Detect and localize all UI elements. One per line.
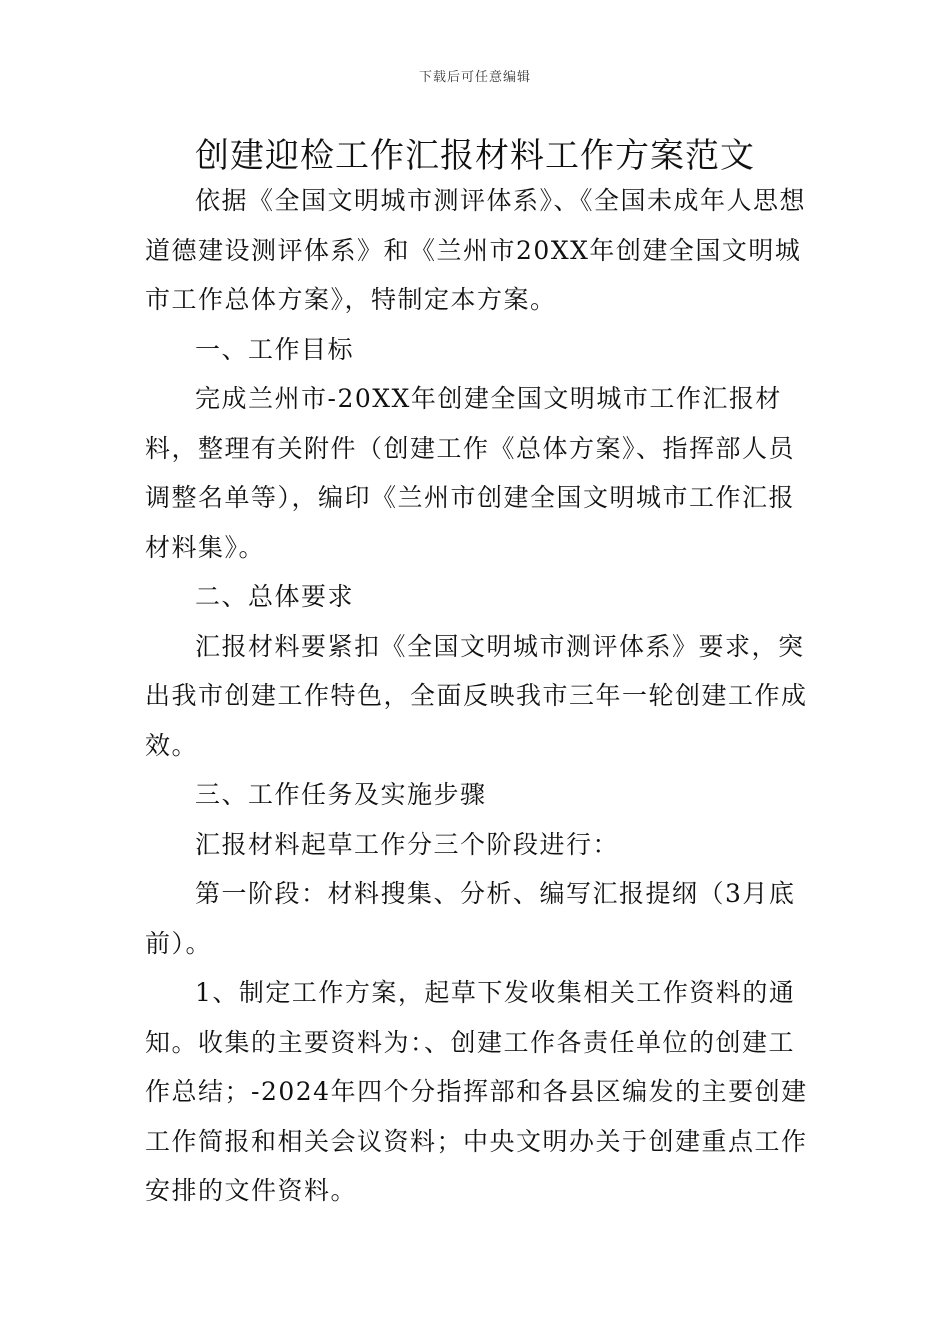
goals-paragraph: 完成兰州市-20XX年创建全国文明城市工作汇报材料，整理有关附件（创建工作《总体方案》、指挥部人员调整名单等），编印《兰州市创建全国文明城市工作汇报材料集》。 (145, 384, 796, 562)
tasks-intro-paragraph: 汇报材料起草工作分三个阶段进行： (195, 829, 620, 859)
phase-one-paragraph: 第一阶段：材料搜集、分析、编写汇报提纲（3月底前）。 (145, 879, 796, 958)
document-title: 创建迎检工作汇报材料工作方案范文 (195, 136, 755, 176)
requirements-paragraph: 汇报材料要紧扣《全国文明城市测评体系》要求，突出我市创建工作特色，全面反映我市三年一轮创建工作成效。 (145, 631, 808, 760)
section-heading-goals: 一、工作目标 (195, 334, 355, 364)
section-heading-requirements: 二、总体要求 (195, 582, 355, 611)
document-body (145, 176, 810, 1216)
intro-paragraph: 依据《全国文明城市测评体系》、《全国未成年人思想道德建设测评体系》和《兰州市20XX年创建全国文明城市工作总体方案》，特制定本方案。 (145, 186, 807, 314)
header-note: 下载后可任意编辑 (418, 70, 531, 85)
step-one-paragraph: 1、制定工作方案，起草下发收集相关工作资料的通知。收集的主要资料为：、创建工作各责任单位的创建工作总结；-2024年四个分指挥部和各县区编发的主要创建工作简报和相关会议资料；中央文明办关于创建重点工作安排的文件资料。 (145, 978, 808, 1205)
section-heading-tasks: 三、工作任务及实施步骤 (195, 780, 487, 809)
